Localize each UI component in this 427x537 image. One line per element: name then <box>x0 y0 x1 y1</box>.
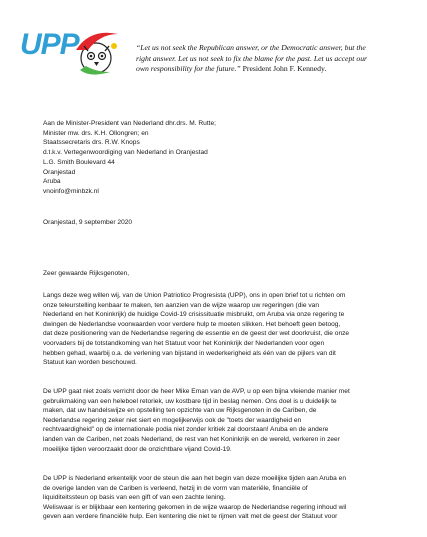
salutation: Zeer gewaarde Rijksgenoten, <box>43 270 130 277</box>
letter-date: Oranjestad, 9 september 2020 <box>43 219 133 226</box>
paragraph-line: Statuut kan worden beschouwd. <box>43 359 137 367</box>
kennedy-quote <box>136 43 384 75</box>
paragraph-line: onze teleurstelling kenbaar te maken, ten aanzien van de wijze waarop uw regeringen (die van <box>43 301 320 309</box>
paragraph-line: maken, dat uw handelswijze en opstelling ten opzichte van uw Rijksgenoten in de Cariben, de <box>43 407 317 415</box>
paragraph-line: Nederland en het Koninkrijk) de huidige Covid-19 crisissituatie misbruikt, om Aruba via onze regering te <box>43 311 345 319</box>
logo-text: UPP <box>20 28 79 61</box>
recipient-line: Oranjestad <box>43 168 76 176</box>
recipient-line: L.G. Smith Boulevard 44 <box>43 158 115 166</box>
paragraph-line: rechtvaardigheid" op de internationale podia niet zonder kritiek zal doorstaan! Aruba en de andere <box>43 426 329 434</box>
paragraph-line: De UPP is Nederland erkentelijk voor de steun die aan het begin van deze moeilijke tijden aan Aruba en <box>43 475 347 482</box>
quote-author: President John F. Kennedy. <box>240 64 327 74</box>
paragraph-line: de overige landen van de Cariben is verleend, hetzij in de vorm van materiële, financiële of <box>43 484 308 492</box>
recipient-line: Staatssecretaris drs. R.W. Knops <box>43 139 140 147</box>
recipient-line: Aruba <box>43 178 61 186</box>
paragraph-line: landen van de Cariben, net zoals Nederland, de rest van het Koninkrijk en de wereld, verkeren in zeer <box>43 435 340 443</box>
upp-logo <box>18 20 126 84</box>
quote-line: right answer. Let us not seek to fix the blame for the past. Let us accept our <box>136 53 368 63</box>
paragraph-line: liquiditeitssteun op basis van een gift of van een zachte lening. <box>43 494 226 502</box>
paragraph-line: voorvaders bij de totstandkoming van het Statuut voor het Koninkrijk der Nederlanden voor ogen <box>43 339 325 347</box>
recipient-address <box>43 119 216 197</box>
paragraph-line: dwingen de Nederlandse voorwaarden voor verdere hulp te moeten slikken. Het behoeft geen betoog, <box>43 320 341 328</box>
quote-line: “Let us not seek the Republican answer, or the Democratic answer, but the <box>136 43 366 52</box>
recipient-line: Aan de Minister-President van Nederland dhr.drs. M. Rutte; <box>43 120 216 127</box>
body-paragraph <box>43 387 395 454</box>
paragraph-line: Weliswaar is er blijkbaar een kentering gekomen in de wijze waarop de Nederlandse regering inhoud wil <box>43 503 347 511</box>
quote-line <box>136 64 384 75</box>
recipient-line: d.t.k.v. Vertegenwoordiging van Nederland in Oranjestad <box>43 149 208 157</box>
body-paragraph <box>43 291 395 368</box>
recipient-line: Minister mw. drs. K.H. Ollongren; en <box>43 129 149 137</box>
recipient-email: vnoinfo@minbzk.nl <box>43 187 99 195</box>
paragraph-line: Langs deze weg willen wij, van de Union Patriotico Progresista (UPP), ons in open brief tot u richten om <box>43 292 346 299</box>
paragraph-line: dat deze positionering van de Nederlandse regering de essentie en de geest der wet doorkruist, die onze <box>43 330 350 338</box>
body-paragraph <box>43 474 395 522</box>
paragraph-line: moeilijke tijden veroorzaakt door de onzichtbare vijand Covid-19. <box>43 445 232 453</box>
quote-line-text: own responsibility for the future.” <box>136 64 241 74</box>
logo-wordmark <box>20 28 81 61</box>
paragraph-line: hebben gehad, waarbij o.a. de verlening van bijstand in wederkerigheid als één van de pijlers van dit <box>43 349 336 357</box>
paragraph-line: gebruikmaking van een heleboel retoriek, uw kostbare tijd in beslag nemen. Ons doel is u duidelijk te <box>43 397 337 405</box>
paragraph-line: geven aan verdere financiële hulp. Een kentering die niet te rijmen valt met de geest der Statuut voor <box>43 513 338 521</box>
logo-emblem <box>76 33 118 75</box>
paragraph-line: Nederlandse regering zeker niet siert en mogelijkerwijs ook de "toets der waardigheid en <box>43 416 302 424</box>
paragraph-line: De UPP gaat niet zoals verricht door de heer Mike Eman van de AVP, u op een bijna vleiende manier met <box>43 388 350 395</box>
